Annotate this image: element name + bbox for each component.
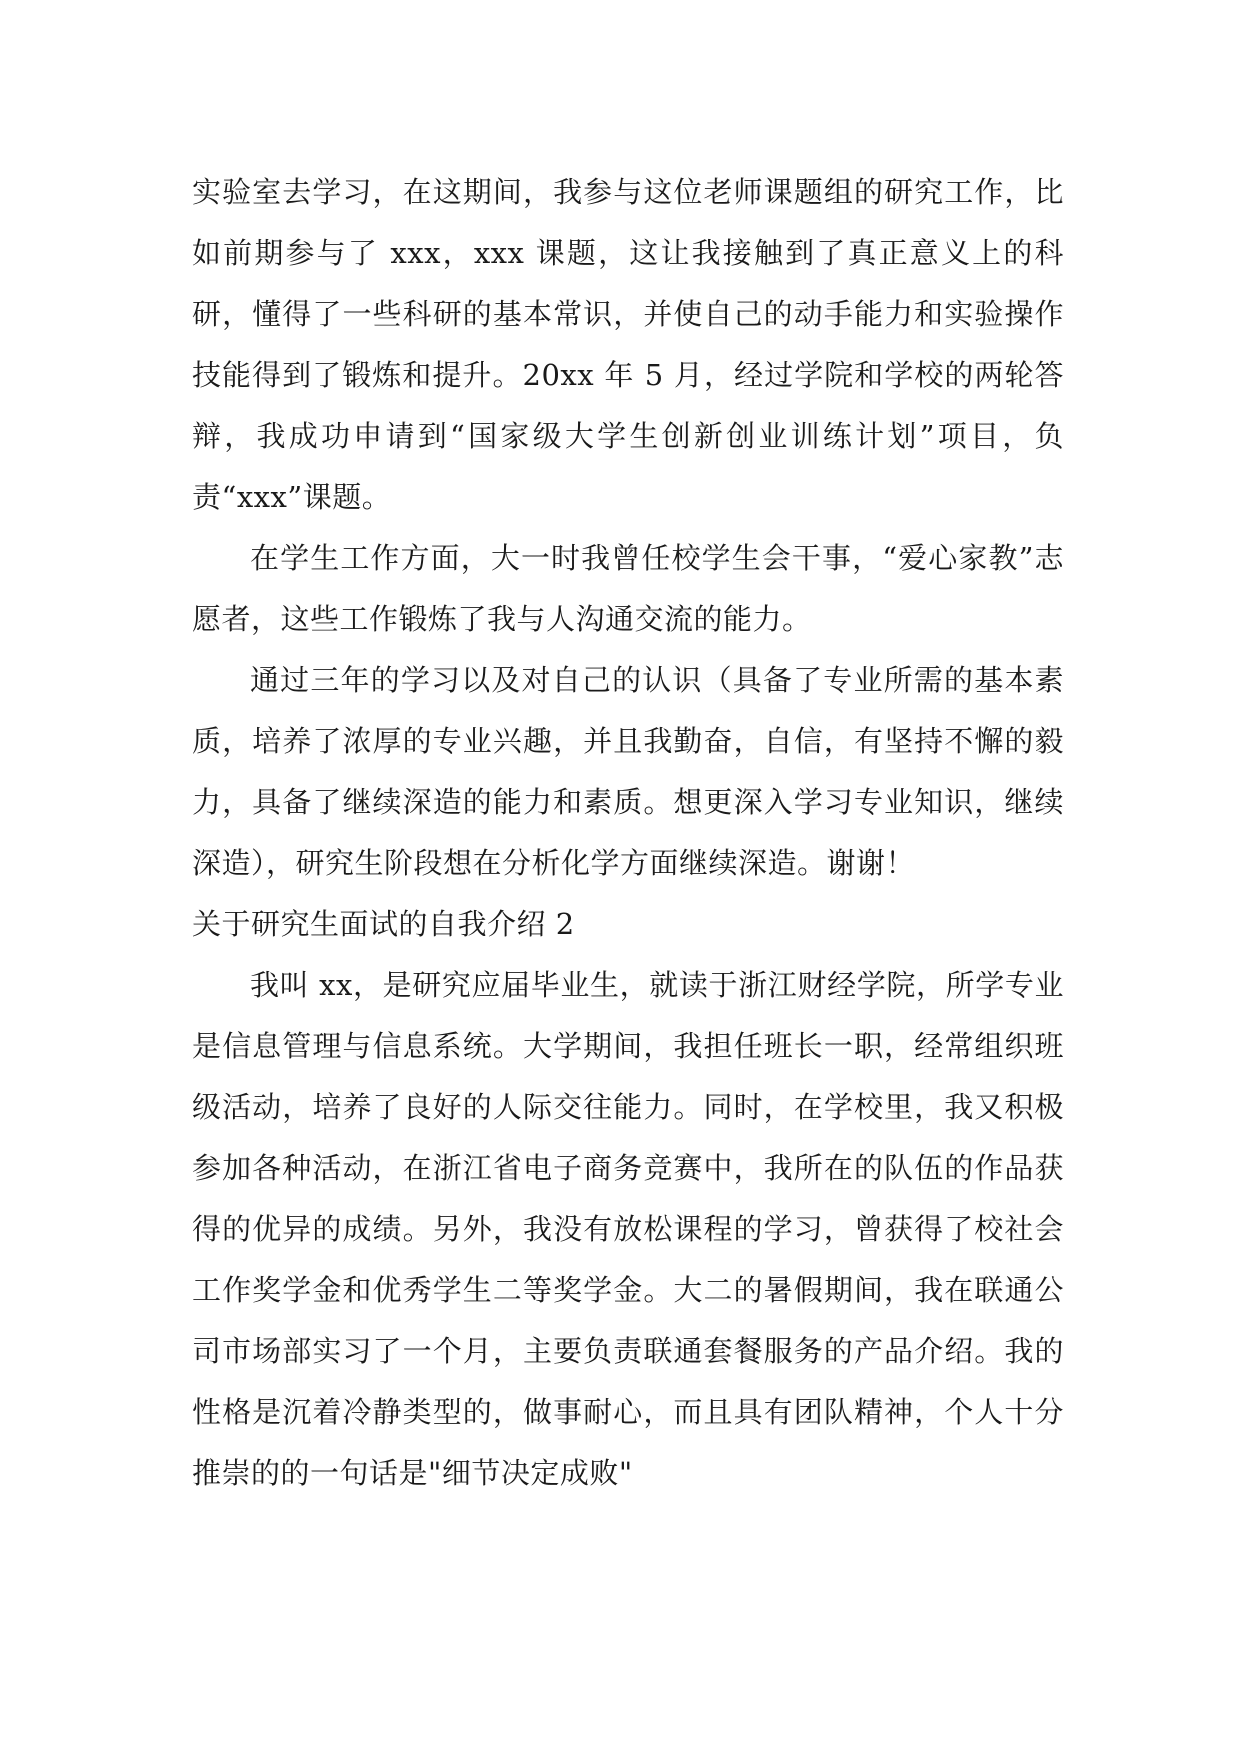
paragraph-conclusion: 通过三年的学习以及对自己的认识（具备了专业所需的基本素质，培养了浓厚的专业兴趣，并且我勤奋，自信，有坚持不懈的毅力，具备了继续深造的能力和素质。想更深入学习专业知识，继续深造），研究生阶段想在分析化学方面继续深造。谢谢！ (192, 663, 1064, 880)
paragraph-lab-research: 实验室去学习，在这期间，我参与这位老师课题组的研究工作，比如前期参与了 xxx，xxx 课题，这让我接触到了真正意义上的科研，懂得了一些科研的基本常识，并使自己的动手能力和实验操作技能得到了锻炼和提升。20xx 年 5 月，经过学院和学校的两轮答辩，我成功申请到“国家级大学生创新创业训练计划”项目，负责“xxx”课题。 (192, 175, 1064, 514)
paragraph-student-work: 在学生工作方面，大一时我曾任校学生会干事，“爱心家教”志愿者，这些工作锻炼了我与人沟通交流的能力。 (192, 541, 1064, 636)
paragraph-self-introduction: 我叫 xx，是研究应届毕业生，就读于浙江财经学院，所学专业是信息管理与信息系统。大学期间，我担任班长一职，经常组织班级活动，培养了良好的人际交往能力。同时，在学校里，我又积极参加各种活动，在浙江省电子商务竞赛中，我所在的队伍的作品获得的优异的成绩。另外，我没有放松课程的学习，曾获得了校社会工作奖学金和优秀学生二等奖学金。大二的暑假期间，我在联通公司市场部实习了一个月，主要负责联通套餐服务的产品介绍。我的性格是沉着冷静类型的，做事耐心，而且具有团队精神，个人十分推崇的的一句话是"细节决定成败" (192, 968, 1064, 1490)
section-heading: 关于研究生面试的自我介绍 2 (192, 907, 575, 941)
document-body (192, 162, 1064, 1504)
